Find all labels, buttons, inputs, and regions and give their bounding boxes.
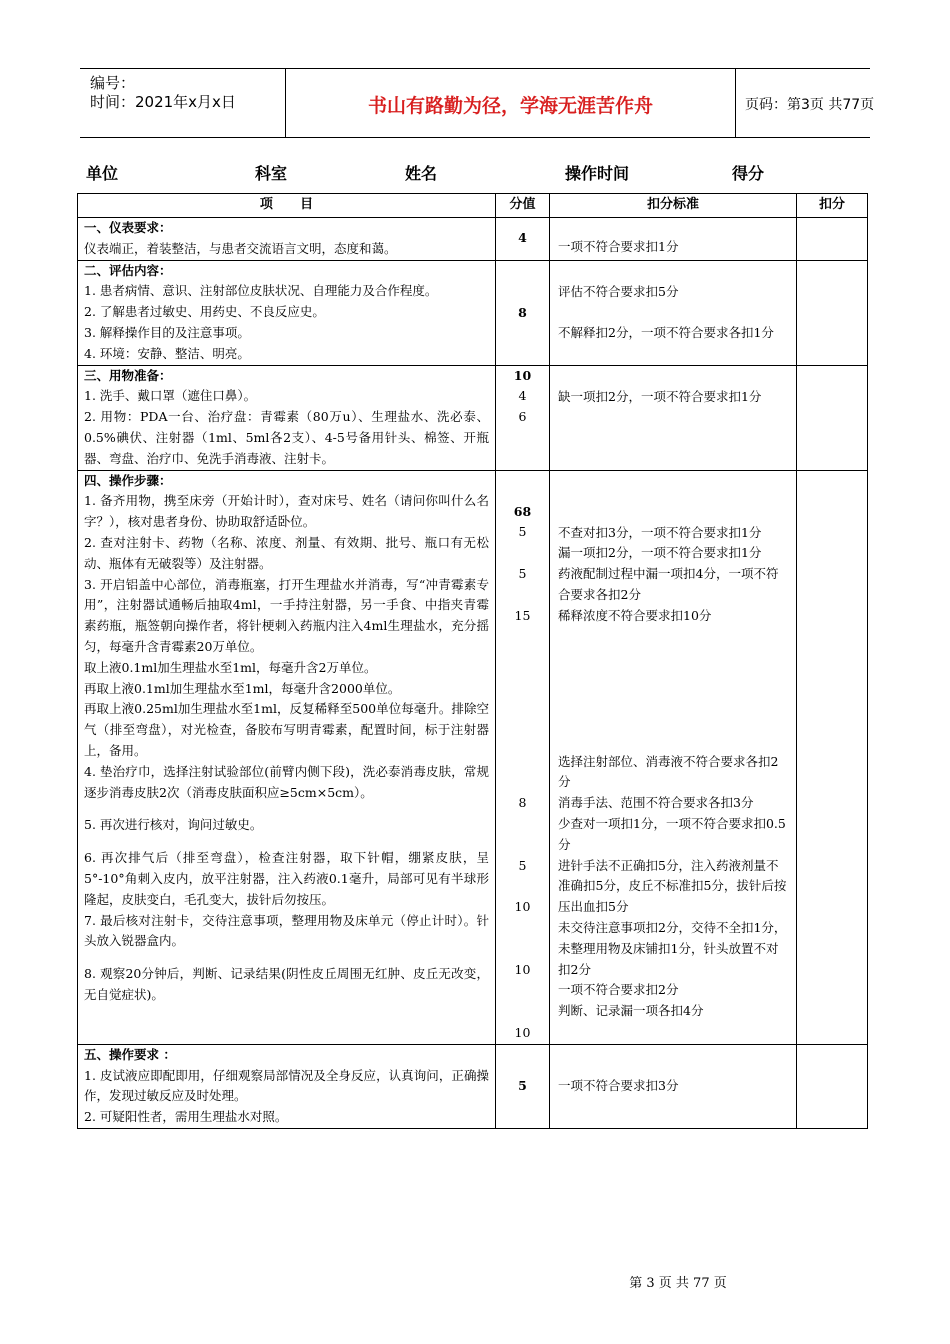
score-value: 5 — [518, 566, 527, 582]
criteria-line: 不查对扣3分，一项不符合要求扣1分 — [558, 524, 762, 540]
section-line: 2. 可疑阳性者，需用生理盐水对照。 — [84, 1109, 288, 1125]
section-line: 2. 查对注射卡、药物（名称、浓度、剂量、有效期、批号、瓶口有无松动、瓶体有无破裂等）及注射器。 — [84, 534, 489, 571]
section-content — [78, 260, 496, 365]
criteria-line: 漏一项扣2分，一项不符合要求扣1分 — [558, 545, 762, 561]
field-operation-time: 操作时间 — [565, 164, 630, 183]
document-header — [80, 68, 875, 138]
section-line: 4. 环境：安静、整洁、明亮。 — [84, 345, 250, 361]
score-cell — [496, 365, 550, 470]
field-name: 姓名 — [405, 164, 438, 183]
section-title: 二、评估内容： — [84, 262, 172, 278]
section-content — [78, 470, 496, 1044]
score-value: 4 — [518, 230, 527, 245]
motto: 书山有路勤为径，学海无涯苦作舟 — [367, 95, 653, 117]
section-line: 3. 解释操作目的及注意事项。 — [84, 324, 250, 340]
col-header-item: 项 目 — [78, 194, 496, 218]
field-department: 科室 — [255, 164, 288, 183]
criteria-line: 判断、记录漏一项各扣4分 — [558, 1003, 704, 1019]
criteria-line: 一项不符合要求扣1分 — [558, 239, 679, 254]
page-info: 页码：第3页 共77页 — [745, 97, 875, 113]
criteria-line: 未交待注意事项扣2分，交待不全扣1分，未整理用物及床铺扣1分，针头放置不对扣2分 — [558, 919, 787, 977]
section-line: 5. 再次进行核对，询问过敏史。 — [84, 817, 263, 833]
criteria-line: 药液配制过程中漏一项扣4分，一项不符合要求各扣2分 — [558, 566, 779, 602]
score-cell — [496, 218, 550, 261]
section-line: 8. 观察20分钟后，判断、记录结果(阴性皮丘周围无红肿、皮丘无改变，无自觉症状)。 — [84, 966, 489, 1002]
criteria-line: 不解释扣2分，一项不符合要求各扣1分 — [558, 325, 774, 341]
section-title: 三、用物准备： — [84, 367, 172, 383]
section-content — [78, 365, 496, 470]
col-header-criteria: 扣分标准 — [550, 194, 797, 218]
deduction-cell[interactable] — [797, 218, 868, 261]
criteria-line: 一项不符合要求扣2分 — [558, 982, 679, 998]
scoring-table — [77, 193, 868, 1129]
section-line: 取上液0.1ml加生理盐水至1ml，每毫升含2万单位。 — [84, 659, 377, 675]
section-line: 3. 开启铝盖中心部位，消毒瓶塞，打开生理盐水并消毒，写“冲青霉素专用”，注射器试通畅后抽取4ml，一手持注射器，另一手食、中指夹青霉素药瓶，瓶签朝向操作者，将针梗刺入药瓶内注入4ml生理盐水，充分摇匀，每毫升含青霉素20万单位。 — [84, 576, 489, 654]
section-title: 五、操作要求 ： — [84, 1046, 176, 1062]
section-line: 1. 备齐用物，携至床旁（开始计时），查对床号、姓名（请问你叫什么名字？），核对患者身份、协助取舒适卧位。 — [84, 493, 489, 530]
score-value: 8 — [518, 794, 527, 810]
table-row — [78, 260, 868, 365]
table-row — [78, 365, 868, 470]
criteria-cell — [550, 470, 797, 1044]
score-value: 15 — [514, 607, 531, 623]
page-footer — [0, 1272, 950, 1291]
score-cell — [496, 470, 550, 1044]
section-line: 2. 了解患者过敏史、用药史、不良反应史。 — [84, 304, 325, 320]
section-title: 一、仪表要求： — [84, 220, 172, 235]
header-motto-cell — [285, 69, 736, 137]
section-line: 再取上液0.25ml加生理盐水至1ml，反复稀释至500单位每毫升。排除空气（排至弯盘），对光检查，备胶布写明青霉素，配置时间，标于注射器上，备用。 — [84, 701, 489, 758]
section-content — [78, 1044, 496, 1128]
section-line: 6. 再次排气后（排至弯盘），检查注射器，取下针帽，绷紧皮肤，呈5°-10°角刺入皮内，放平注射器，注入药液0.1毫升，局部可见有半球形隆起，皮肤变白，毛孔变大，拔针后勿按压。 — [84, 850, 489, 907]
criteria-line: 缺一项扣2分，一项不符合要求扣1分 — [558, 388, 762, 404]
deduction-cell[interactable] — [797, 260, 868, 365]
criteria-cell — [550, 1044, 797, 1128]
deduction-cell[interactable] — [797, 470, 868, 1044]
section-title: 四、操作步骤： — [84, 472, 172, 488]
score-cell — [496, 260, 550, 365]
score-value: 5 — [518, 1077, 527, 1093]
score-value: 10 — [514, 1024, 531, 1040]
section-line: 1. 患者病情、意识、注射部位皮肤状况、自理能力及合作程度。 — [84, 283, 438, 299]
criteria-line: 少查对一项扣1分，一项不符合要求扣0.5分 — [558, 815, 786, 852]
score-value: 10 — [514, 899, 531, 915]
score-value: 5 — [518, 857, 527, 873]
col-header-score: 分值 — [496, 194, 550, 218]
section-line: 仪表端正，着装整洁，与患者交流语言文明，态度和蔼。 — [84, 240, 397, 256]
score-cell — [496, 1044, 550, 1128]
criteria-cell — [550, 260, 797, 365]
footer-page-number: 第 3 页 共 77 页 — [629, 1276, 727, 1291]
criteria-line: 一项不符合要求扣3分 — [558, 1077, 679, 1093]
score-value: 10 — [514, 962, 531, 978]
section-line: 再取上液0.1ml加生理盐水至1ml，每毫升含2000单位。 — [84, 680, 401, 696]
deduction-cell[interactable] — [797, 1044, 868, 1128]
field-score: 得分 — [732, 164, 765, 183]
criteria-line: 稀释浓度不符合要求扣10分 — [558, 607, 712, 623]
criteria-line: 进针手法不正确扣5分，注入药液剂量不准确扣5分，皮丘不标准扣5分，拔针后按压出血扣5分 — [558, 857, 787, 915]
score-value: 4 — [518, 388, 527, 404]
table-row — [78, 218, 868, 261]
score-value: 6 — [518, 409, 527, 425]
section-content — [78, 218, 496, 261]
header-page-cell — [735, 69, 875, 137]
score-value: 68 — [513, 503, 532, 519]
criteria-cell — [550, 365, 797, 470]
criteria-line: 评估不符合要求扣5分 — [558, 283, 679, 299]
field-unit: 单位 — [86, 164, 119, 183]
section-line: 1. 洗手、戴口罩（遮住口鼻）。 — [84, 388, 257, 404]
table-row — [78, 470, 868, 1044]
section-line: 2. 用物：PDA一台、治疗盘：青霉素（80万u）、生理盐水、洗必泰、0.5%碘伏、注射器（1ml、5ml各2支）、4-5号备用针头、棉签、开瓶器、弯盘、治疗巾、免洗手消毒液、注射卡。 — [84, 409, 489, 466]
deduction-cell[interactable] — [797, 365, 868, 470]
header-info-cell — [80, 69, 285, 137]
section-line: 7. 最后核对注射卡，交待注意事项，整理用物及床单元（停止计时）。针头放入锐器盒内。 — [84, 912, 489, 949]
table-row — [78, 1044, 868, 1128]
criteria-cell — [550, 218, 797, 261]
criteria-line: 选择注射部位、消毒液不符合要求各扣2分 — [558, 753, 779, 790]
criteria-line: 消毒手法、范围不符合要求各扣3分 — [558, 795, 754, 811]
col-header-deduction: 扣分 — [797, 194, 868, 218]
number-label: 编号： — [90, 74, 136, 92]
time-label: 时间：2021年x月x日 — [90, 93, 236, 111]
section-line: 1. 皮试液应即配即用，仔细观察局部情况及全身反应，认真询问，正确操作，发现过敏反应及时处理。 — [84, 1067, 489, 1104]
section-line: 4. 垫治疗巾，选择注射试验部位(前臂内侧下段)，洗必泰消毒皮肤，常规逐步消毒皮肤2次（消毒皮肤面积应≥5cm×5cm）。 — [84, 763, 489, 800]
score-value: 5 — [518, 524, 527, 540]
score-value: 8 — [518, 304, 527, 320]
table-header-row — [78, 194, 868, 218]
score-value: 10 — [513, 367, 532, 383]
